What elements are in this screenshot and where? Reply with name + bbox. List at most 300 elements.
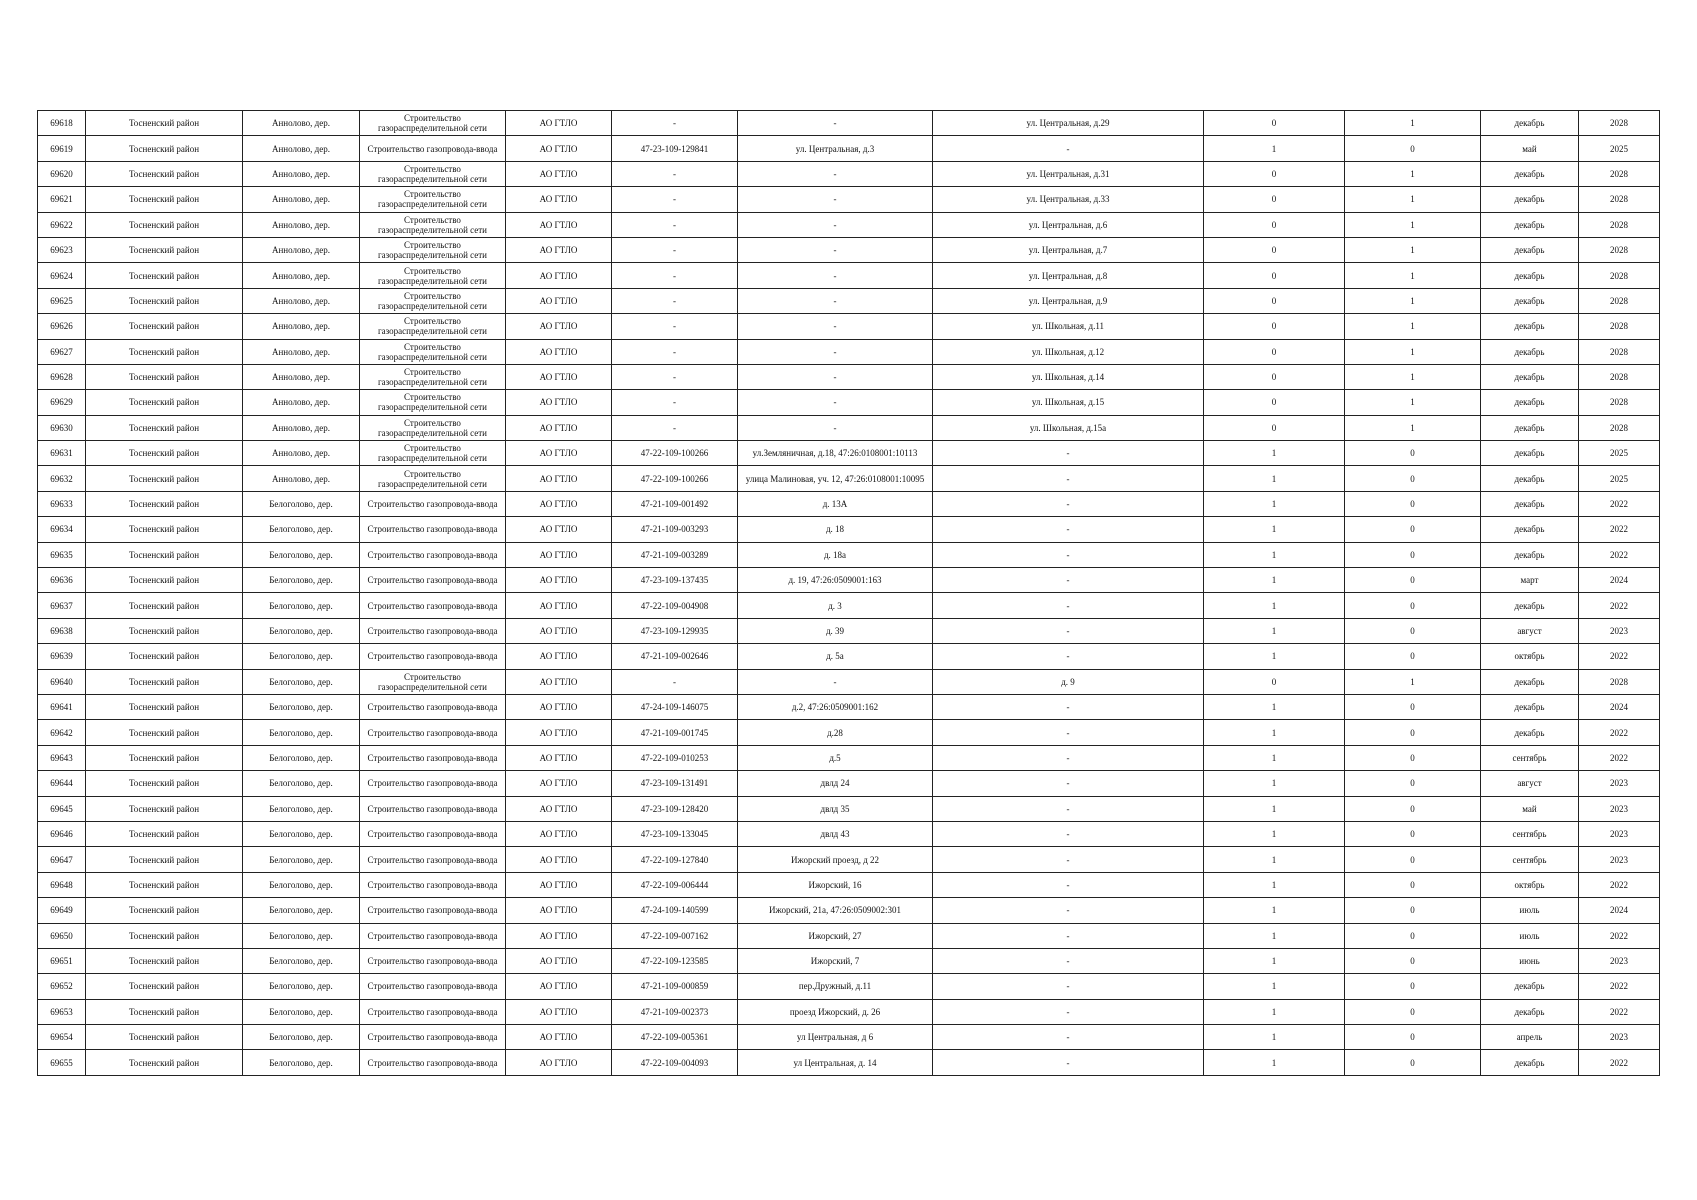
settlement-cell: Белоголово, дер. xyxy=(243,796,360,821)
year-cell: 2022 xyxy=(1579,974,1660,999)
settlement-cell: Белоголово, дер. xyxy=(243,974,360,999)
year-cell: 2024 xyxy=(1579,694,1660,719)
permit-number-cell: 47-24-109-140599 xyxy=(612,898,738,923)
month-cell: май xyxy=(1481,136,1579,161)
month-cell: декабрь xyxy=(1481,314,1579,339)
table-row xyxy=(38,288,1660,313)
id-cell: 69638 xyxy=(38,618,86,643)
work-type-cell: Строительство газораспределительной сети xyxy=(360,263,506,288)
network-address-cell: ул. Школьная, д.15а xyxy=(933,415,1204,440)
year-cell: 2022 xyxy=(1579,872,1660,897)
district-cell: Тосненский район xyxy=(86,111,243,136)
id-cell: 69634 xyxy=(38,517,86,542)
network-address-cell: - xyxy=(933,466,1204,491)
address-cell: двлд 24 xyxy=(738,771,933,796)
table-row xyxy=(38,314,1660,339)
year-cell: 2023 xyxy=(1579,771,1660,796)
data-table xyxy=(37,110,1660,1076)
input-count-cell: 0 xyxy=(1204,263,1345,288)
table-row xyxy=(38,542,1660,567)
address-cell: ул Центральная, д. 14 xyxy=(738,1050,933,1075)
network-count-cell: 1 xyxy=(1345,339,1481,364)
address-cell: д.2, 47:26:0509001:162 xyxy=(738,694,933,719)
organization-cell: АО ГТЛО xyxy=(506,821,612,846)
address-cell: - xyxy=(738,111,933,136)
settlement-cell: Белоголово, дер. xyxy=(243,618,360,643)
table-row xyxy=(38,644,1660,669)
district-cell: Тосненский район xyxy=(86,999,243,1024)
permit-number-cell: - xyxy=(612,669,738,694)
input-count-cell: 1 xyxy=(1204,618,1345,643)
network-count-cell: 1 xyxy=(1345,390,1481,415)
organization-cell: АО ГТЛО xyxy=(506,644,612,669)
work-type-cell: Строительство газопровода-ввода xyxy=(360,568,506,593)
input-count-cell: 1 xyxy=(1204,1025,1345,1050)
year-cell: 2028 xyxy=(1579,237,1660,262)
input-count-cell: 1 xyxy=(1204,136,1345,161)
year-cell: 2023 xyxy=(1579,618,1660,643)
work-type-cell: Строительство газопровода-ввода xyxy=(360,644,506,669)
id-cell: 69624 xyxy=(38,263,86,288)
network-address-cell: - xyxy=(933,618,1204,643)
work-type-cell: Строительство газопровода-ввода xyxy=(360,745,506,770)
settlement-cell: Белоголово, дер. xyxy=(243,771,360,796)
address-cell: д. 18а xyxy=(738,542,933,567)
input-count-cell: 0 xyxy=(1204,314,1345,339)
address-cell: двлд 43 xyxy=(738,821,933,846)
year-cell: 2022 xyxy=(1579,517,1660,542)
input-count-cell: 1 xyxy=(1204,974,1345,999)
address-cell: Ижорский, 21а, 47:26:0509002:301 xyxy=(738,898,933,923)
table-row xyxy=(38,618,1660,643)
table-row xyxy=(38,111,1660,136)
table-row xyxy=(38,593,1660,618)
address-cell: д. 3 xyxy=(738,593,933,618)
input-count-cell: 1 xyxy=(1204,847,1345,872)
network-address-cell: - xyxy=(933,923,1204,948)
input-count-cell: 0 xyxy=(1204,288,1345,313)
network-address-cell: - xyxy=(933,644,1204,669)
address-cell: - xyxy=(738,314,933,339)
organization-cell: АО ГТЛО xyxy=(506,720,612,745)
network-count-cell: 0 xyxy=(1345,948,1481,973)
input-count-cell: 1 xyxy=(1204,948,1345,973)
work-type-cell: Строительство газораспределительной сети xyxy=(360,314,506,339)
network-count-cell: 0 xyxy=(1345,821,1481,846)
month-cell: декабрь xyxy=(1481,517,1579,542)
id-cell: 69654 xyxy=(38,1025,86,1050)
month-cell: декабрь xyxy=(1481,339,1579,364)
district-cell: Тосненский район xyxy=(86,568,243,593)
id-cell: 69648 xyxy=(38,872,86,897)
district-cell: Тосненский район xyxy=(86,948,243,973)
year-cell: 2028 xyxy=(1579,187,1660,212)
network-count-cell: 0 xyxy=(1345,618,1481,643)
work-type-cell: Строительство газопровода-ввода xyxy=(360,1025,506,1050)
id-cell: 69643 xyxy=(38,745,86,770)
network-address-cell: - xyxy=(933,1050,1204,1075)
year-cell: 2028 xyxy=(1579,364,1660,389)
address-cell: - xyxy=(738,669,933,694)
address-cell: - xyxy=(738,415,933,440)
id-cell: 69633 xyxy=(38,491,86,516)
input-count-cell: 1 xyxy=(1204,568,1345,593)
address-cell: - xyxy=(738,339,933,364)
permit-number-cell: 47-21-109-002646 xyxy=(612,644,738,669)
work-type-cell: Строительство газораспределительной сети xyxy=(360,111,506,136)
network-count-cell: 0 xyxy=(1345,720,1481,745)
month-cell: сентябрь xyxy=(1481,847,1579,872)
year-cell: 2022 xyxy=(1579,999,1660,1024)
network-count-cell: 1 xyxy=(1345,161,1481,186)
month-cell: декабрь xyxy=(1481,542,1579,567)
network-count-cell: 0 xyxy=(1345,1025,1481,1050)
month-cell: декабрь xyxy=(1481,288,1579,313)
address-cell: - xyxy=(738,212,933,237)
organization-cell: АО ГТЛО xyxy=(506,948,612,973)
organization-cell: АО ГТЛО xyxy=(506,288,612,313)
address-cell: двлд 35 xyxy=(738,796,933,821)
organization-cell: АО ГТЛО xyxy=(506,136,612,161)
settlement-cell: Аннолово, дер. xyxy=(243,441,360,466)
network-address-cell: - xyxy=(933,821,1204,846)
organization-cell: АО ГТЛО xyxy=(506,314,612,339)
input-count-cell: 1 xyxy=(1204,923,1345,948)
organization-cell: АО ГТЛО xyxy=(506,923,612,948)
organization-cell: АО ГТЛО xyxy=(506,263,612,288)
address-cell: - xyxy=(738,288,933,313)
district-cell: Тосненский район xyxy=(86,1025,243,1050)
settlement-cell: Аннолово, дер. xyxy=(243,237,360,262)
network-count-cell: 1 xyxy=(1345,111,1481,136)
organization-cell: АО ГТЛО xyxy=(506,339,612,364)
network-count-cell: 0 xyxy=(1345,898,1481,923)
work-type-cell: Строительство газопровода-ввода xyxy=(360,872,506,897)
district-cell: Тосненский район xyxy=(86,212,243,237)
id-cell: 69652 xyxy=(38,974,86,999)
work-type-cell: Строительство газопровода-ввода xyxy=(360,720,506,745)
permit-number-cell: - xyxy=(612,390,738,415)
organization-cell: АО ГТЛО xyxy=(506,466,612,491)
network-count-cell: 0 xyxy=(1345,517,1481,542)
month-cell: декабрь xyxy=(1481,263,1579,288)
network-address-cell: - xyxy=(933,771,1204,796)
district-cell: Тосненский район xyxy=(86,593,243,618)
month-cell: декабрь xyxy=(1481,999,1579,1024)
district-cell: Тосненский район xyxy=(86,872,243,897)
month-cell: июль xyxy=(1481,923,1579,948)
month-cell: декабрь xyxy=(1481,441,1579,466)
permit-number-cell: 47-24-109-146075 xyxy=(612,694,738,719)
permit-number-cell: 47-22-109-127840 xyxy=(612,847,738,872)
settlement-cell: Белоголово, дер. xyxy=(243,1025,360,1050)
table-row xyxy=(38,771,1660,796)
table-row xyxy=(38,466,1660,491)
month-cell: октябрь xyxy=(1481,872,1579,897)
input-count-cell: 1 xyxy=(1204,898,1345,923)
input-count-cell: 0 xyxy=(1204,364,1345,389)
work-type-cell: Строительство газопровода-ввода xyxy=(360,618,506,643)
work-type-cell: Строительство газораспределительной сети xyxy=(360,161,506,186)
network-address-cell: - xyxy=(933,974,1204,999)
settlement-cell: Аннолово, дер. xyxy=(243,339,360,364)
id-cell: 69646 xyxy=(38,821,86,846)
permit-number-cell: - xyxy=(612,339,738,364)
organization-cell: АО ГТЛО xyxy=(506,593,612,618)
year-cell: 2023 xyxy=(1579,821,1660,846)
organization-cell: АО ГТЛО xyxy=(506,745,612,770)
permit-number-cell: 47-22-109-007162 xyxy=(612,923,738,948)
permit-number-cell: 47-23-109-128420 xyxy=(612,796,738,821)
organization-cell: АО ГТЛО xyxy=(506,847,612,872)
address-cell: Ижорский, 7 xyxy=(738,948,933,973)
work-type-cell: Строительство газопровода-ввода xyxy=(360,821,506,846)
input-count-cell: 1 xyxy=(1204,745,1345,770)
network-address-cell: - xyxy=(933,542,1204,567)
id-cell: 69647 xyxy=(38,847,86,872)
district-cell: Тосненский район xyxy=(86,288,243,313)
settlement-cell: Аннолово, дер. xyxy=(243,288,360,313)
permit-number-cell: - xyxy=(612,111,738,136)
permit-number-cell: 47-22-109-100266 xyxy=(612,441,738,466)
input-count-cell: 0 xyxy=(1204,237,1345,262)
month-cell: декабрь xyxy=(1481,364,1579,389)
district-cell: Тосненский район xyxy=(86,187,243,212)
network-count-cell: 0 xyxy=(1345,491,1481,516)
network-address-cell: - xyxy=(933,872,1204,897)
id-cell: 69653 xyxy=(38,999,86,1024)
address-cell: д. 5а xyxy=(738,644,933,669)
month-cell: май xyxy=(1481,796,1579,821)
table-row xyxy=(38,948,1660,973)
work-type-cell: Строительство газораспределительной сети xyxy=(360,237,506,262)
network-address-cell: - xyxy=(933,999,1204,1024)
table-row xyxy=(38,720,1660,745)
id-cell: 69625 xyxy=(38,288,86,313)
organization-cell: АО ГТЛО xyxy=(506,161,612,186)
month-cell: март xyxy=(1481,568,1579,593)
address-cell: ул.Земляничная, д.18, 47:26:0108001:10113 xyxy=(738,441,933,466)
settlement-cell: Белоголово, дер. xyxy=(243,593,360,618)
table-row xyxy=(38,517,1660,542)
id-cell: 69628 xyxy=(38,364,86,389)
year-cell: 2023 xyxy=(1579,847,1660,872)
district-cell: Тосненский район xyxy=(86,974,243,999)
id-cell: 69618 xyxy=(38,111,86,136)
district-cell: Тосненский район xyxy=(86,923,243,948)
permit-number-cell: 47-22-109-005361 xyxy=(612,1025,738,1050)
year-cell: 2028 xyxy=(1579,339,1660,364)
settlement-cell: Белоголово, дер. xyxy=(243,872,360,897)
work-type-cell: Строительство газопровода-ввода xyxy=(360,491,506,516)
settlement-cell: Аннолово, дер. xyxy=(243,364,360,389)
district-cell: Тосненский район xyxy=(86,390,243,415)
organization-cell: АО ГТЛО xyxy=(506,212,612,237)
permit-number-cell: 47-21-109-000859 xyxy=(612,974,738,999)
network-address-cell: ул. Центральная, д.31 xyxy=(933,161,1204,186)
year-cell: 2028 xyxy=(1579,390,1660,415)
permit-number-cell: - xyxy=(612,263,738,288)
district-cell: Тосненский район xyxy=(86,491,243,516)
network-count-cell: 0 xyxy=(1345,568,1481,593)
network-count-cell: 1 xyxy=(1345,237,1481,262)
network-address-cell: - xyxy=(933,568,1204,593)
work-type-cell: Строительство газопровода-ввода xyxy=(360,974,506,999)
district-cell: Тосненский район xyxy=(86,669,243,694)
permit-number-cell: 47-21-109-002373 xyxy=(612,999,738,1024)
month-cell: декабрь xyxy=(1481,1050,1579,1075)
organization-cell: АО ГТЛО xyxy=(506,415,612,440)
organization-cell: АО ГТЛО xyxy=(506,187,612,212)
organization-cell: АО ГТЛО xyxy=(506,542,612,567)
input-count-cell: 1 xyxy=(1204,1050,1345,1075)
work-type-cell: Строительство газопровода-ввода xyxy=(360,517,506,542)
district-cell: Тосненский район xyxy=(86,771,243,796)
district-cell: Тосненский район xyxy=(86,136,243,161)
work-type-cell: Строительство газораспределительной сети xyxy=(360,415,506,440)
settlement-cell: Белоголово, дер. xyxy=(243,1050,360,1075)
settlement-cell: Аннолово, дер. xyxy=(243,161,360,186)
year-cell: 2025 xyxy=(1579,466,1660,491)
month-cell: декабрь xyxy=(1481,491,1579,516)
input-count-cell: 1 xyxy=(1204,872,1345,897)
work-type-cell: Строительство газопровода-ввода xyxy=(360,542,506,567)
settlement-cell: Аннолово, дер. xyxy=(243,390,360,415)
address-cell: ул. Центральная, д.3 xyxy=(738,136,933,161)
network-count-cell: 0 xyxy=(1345,136,1481,161)
id-cell: 69623 xyxy=(38,237,86,262)
input-count-cell: 1 xyxy=(1204,593,1345,618)
organization-cell: АО ГТЛО xyxy=(506,898,612,923)
settlement-cell: Белоголово, дер. xyxy=(243,669,360,694)
network-count-cell: 1 xyxy=(1345,314,1481,339)
year-cell: 2022 xyxy=(1579,491,1660,516)
network-count-cell: 0 xyxy=(1345,593,1481,618)
table-row xyxy=(38,745,1660,770)
table-row xyxy=(38,187,1660,212)
input-count-cell: 0 xyxy=(1204,212,1345,237)
network-count-cell: 0 xyxy=(1345,771,1481,796)
id-cell: 69622 xyxy=(38,212,86,237)
year-cell: 2022 xyxy=(1579,745,1660,770)
network-address-cell: ул. Школьная, д.11 xyxy=(933,314,1204,339)
address-cell: ул Центральная, д 6 xyxy=(738,1025,933,1050)
district-cell: Тосненский район xyxy=(86,618,243,643)
work-type-cell: Строительство газопровода-ввода xyxy=(360,847,506,872)
network-address-cell: - xyxy=(933,517,1204,542)
table-row xyxy=(38,237,1660,262)
district-cell: Тосненский район xyxy=(86,720,243,745)
address-cell: проезд Ижорский, д. 26 xyxy=(738,999,933,1024)
network-count-cell: 0 xyxy=(1345,923,1481,948)
month-cell: апрель xyxy=(1481,1025,1579,1050)
month-cell: июль xyxy=(1481,898,1579,923)
network-address-cell: - xyxy=(933,898,1204,923)
month-cell: декабрь xyxy=(1481,415,1579,440)
year-cell: 2028 xyxy=(1579,111,1660,136)
settlement-cell: Белоголово, дер. xyxy=(243,821,360,846)
settlement-cell: Белоголово, дер. xyxy=(243,491,360,516)
year-cell: 2024 xyxy=(1579,568,1660,593)
id-cell: 69635 xyxy=(38,542,86,567)
year-cell: 2028 xyxy=(1579,263,1660,288)
permit-number-cell: 47-23-109-131491 xyxy=(612,771,738,796)
organization-cell: АО ГТЛО xyxy=(506,441,612,466)
network-count-cell: 1 xyxy=(1345,263,1481,288)
address-cell: Ижорский проезд, д 22 xyxy=(738,847,933,872)
network-address-cell: д. 9 xyxy=(933,669,1204,694)
network-address-cell: ул. Центральная, д.7 xyxy=(933,237,1204,262)
permit-number-cell: - xyxy=(612,364,738,389)
month-cell: декабрь xyxy=(1481,720,1579,745)
settlement-cell: Аннолово, дер. xyxy=(243,212,360,237)
network-address-cell: ул. Центральная, д.33 xyxy=(933,187,1204,212)
year-cell: 2028 xyxy=(1579,161,1660,186)
permit-number-cell: 47-22-109-006444 xyxy=(612,872,738,897)
permit-number-cell: - xyxy=(612,415,738,440)
organization-cell: АО ГТЛО xyxy=(506,694,612,719)
month-cell: декабрь xyxy=(1481,974,1579,999)
permit-number-cell: 47-22-109-004908 xyxy=(612,593,738,618)
month-cell: декабрь xyxy=(1481,187,1579,212)
address-cell: д. 19, 47:26:0509001:163 xyxy=(738,568,933,593)
year-cell: 2028 xyxy=(1579,314,1660,339)
district-cell: Тосненский район xyxy=(86,237,243,262)
year-cell: 2023 xyxy=(1579,948,1660,973)
network-count-cell: 0 xyxy=(1345,644,1481,669)
network-count-cell: 0 xyxy=(1345,999,1481,1024)
id-cell: 69630 xyxy=(38,415,86,440)
month-cell: сентябрь xyxy=(1481,821,1579,846)
district-cell: Тосненский район xyxy=(86,441,243,466)
id-cell: 69629 xyxy=(38,390,86,415)
id-cell: 69644 xyxy=(38,771,86,796)
settlement-cell: Белоголово, дер. xyxy=(243,568,360,593)
table-row xyxy=(38,415,1660,440)
id-cell: 69655 xyxy=(38,1050,86,1075)
input-count-cell: 1 xyxy=(1204,644,1345,669)
year-cell: 2022 xyxy=(1579,923,1660,948)
settlement-cell: Белоголово, дер. xyxy=(243,847,360,872)
address-cell: Ижорский, 27 xyxy=(738,923,933,948)
organization-cell: АО ГТЛО xyxy=(506,364,612,389)
input-count-cell: 1 xyxy=(1204,466,1345,491)
network-count-cell: 0 xyxy=(1345,847,1481,872)
input-count-cell: 1 xyxy=(1204,441,1345,466)
address-cell: улица Малиновая, уч. 12, 47:26:0108001:10095 xyxy=(738,466,933,491)
settlement-cell: Аннолово, дер. xyxy=(243,187,360,212)
month-cell: июнь xyxy=(1481,948,1579,973)
id-cell: 69631 xyxy=(38,441,86,466)
permit-number-cell: - xyxy=(612,288,738,313)
month-cell: декабрь xyxy=(1481,390,1579,415)
network-count-cell: 0 xyxy=(1345,745,1481,770)
address-cell: - xyxy=(738,161,933,186)
work-type-cell: Строительство газораспределительной сети xyxy=(360,669,506,694)
network-count-cell: 1 xyxy=(1345,669,1481,694)
district-cell: Тосненский район xyxy=(86,542,243,567)
table-row xyxy=(38,974,1660,999)
network-address-cell: - xyxy=(933,1025,1204,1050)
district-cell: Тосненский район xyxy=(86,644,243,669)
id-cell: 69621 xyxy=(38,187,86,212)
organization-cell: АО ГТЛО xyxy=(506,491,612,516)
table-row xyxy=(38,1050,1660,1075)
month-cell: декабрь xyxy=(1481,669,1579,694)
address-cell: - xyxy=(738,187,933,212)
network-address-cell: ул. Центральная, д.8 xyxy=(933,263,1204,288)
permit-number-cell: 47-23-109-129935 xyxy=(612,618,738,643)
